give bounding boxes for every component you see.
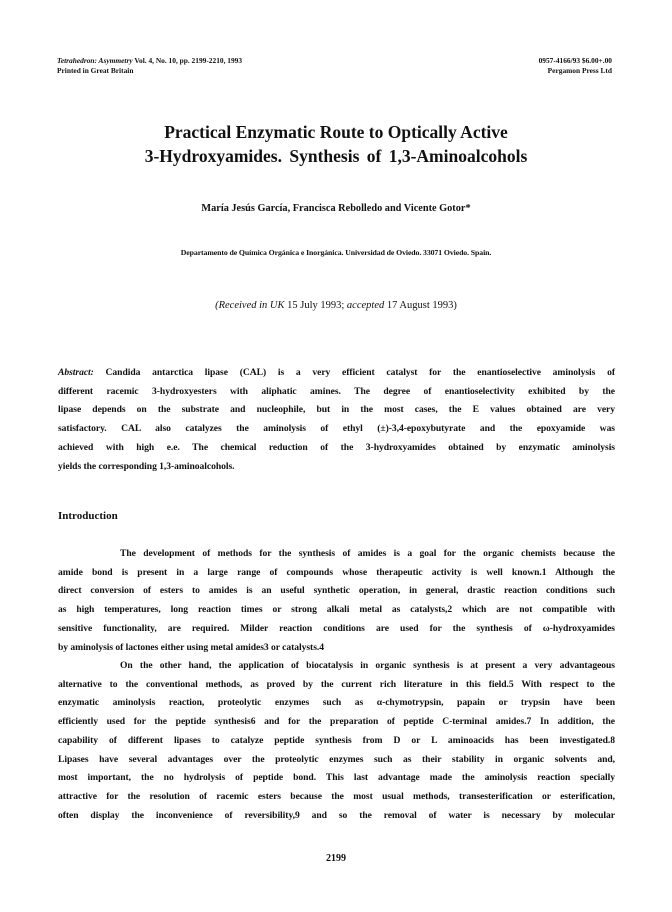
affiliation: Departamento de Química Orgánica e Inorgánica. Universidad de Oviedo. 33071 Oviedo. Spain. bbox=[180, 248, 492, 257]
paragraph-line: direct conversion of esters to amides is an useful synthetic operation, in general, drastic reaction conditions such bbox=[58, 585, 615, 597]
paragraph-line: efficiently used for the peptide synthesis6 and for the preparation of peptide C-terminal amides.7 In addition, the bbox=[58, 716, 615, 728]
intro-paragraph-2 bbox=[58, 657, 615, 825]
journal-name: Tetrahedron: Asymmetry bbox=[57, 56, 133, 65]
paper-title-line-1: Practical Enzymatic Route to Optically Active bbox=[164, 122, 508, 142]
received-date: 15 July 1993; bbox=[284, 300, 347, 311]
paragraph-line: enzymatic aminolysis reaction, proteolytic enzymes such as α-chymotrypsin, papain or trypsin have been bbox=[58, 697, 615, 709]
abstract-label: Abstract: bbox=[58, 367, 94, 378]
intro-paragraph-1 bbox=[58, 545, 615, 657]
paragraph-line: sensitive functionality, are required. Milder reaction conditions are used for the synthesis of ω-hydroxyamides bbox=[58, 622, 615, 634]
accepted-label: accepted bbox=[346, 300, 385, 311]
publisher: Pergamon Press Ltd bbox=[547, 66, 612, 75]
page-number: 2199 bbox=[326, 853, 346, 864]
journal-header-right bbox=[539, 56, 612, 76]
abstract bbox=[58, 364, 615, 476]
abstract-line: satisfactory. CAL also catalyzes the aminolysis of ethyl (±)-3,4-epoxybutyrate and the epoxyamide was bbox=[58, 423, 615, 435]
paragraph-line: most important, the no hydrolysis of peptide bond. This last advantage made the aminolysis reaction specially bbox=[58, 772, 615, 784]
paper-title-line-2: 3-Hydroxyamides. Synthesis of 1,3-Aminoalcohols bbox=[144, 146, 528, 166]
paragraph-line: alternative to the conventional methods, as proved by the current rich literature in this field.5 With respect to the bbox=[58, 678, 615, 690]
issn-code: 0957-4166/93 $6.00+.00 bbox=[538, 56, 612, 65]
printed-in: Printed in Great Britain bbox=[57, 66, 134, 75]
paragraph-line: as high temperatures, long reaction times or strong alkali metal as catalysts,2 which are not compatible with bbox=[58, 604, 615, 616]
received-dates bbox=[0, 300, 672, 311]
journal-citation: Vol. 4, No. 10, pp. 2199-2210, 1993 bbox=[132, 56, 243, 65]
abstract-line: different racemic 3-hydroxyesters with aliphatic amines. The degree of enantioselectivity exhibited by the bbox=[58, 385, 615, 397]
paragraph-line: attractive for the resolution of racemic esters because the most usual methods, transesterification or esterification, bbox=[58, 790, 615, 802]
paragraph-line: often display the inconvenience of reversibility,9 and so the removal of water is necessary by molecular bbox=[58, 809, 615, 821]
paragraph-line: Lipases have several advantages over the proteolytic enzymes such as their stability in organic solvents and, bbox=[58, 753, 615, 765]
received-label: (Received in UK bbox=[215, 300, 285, 311]
abstract-line: lipase depends on the substrate and nucleophile, but in the most cases, the E values obtained are very bbox=[58, 404, 615, 416]
abstract-line: Abstract: Candida antarctica lipase (CAL) is a very efficient catalyst for the enantioselective aminolysis of bbox=[58, 367, 615, 378]
abstract-line: yields the corresponding 1,3-aminoalcohols. bbox=[58, 460, 235, 472]
abstract-line: achieved with high e.e. The chemical reduction of the 3-hydroxyamides obtained by enzymatic aminolysis bbox=[58, 441, 615, 453]
paragraph-line: amide bond is present in a large range of compounds whose therapeutic activity is well known.1 Although the bbox=[58, 566, 615, 578]
author-list: María Jesús García, Francisca Rebolledo and Vicente Gotor* bbox=[201, 203, 471, 214]
paragraph-line: On the other hand, the application of biocatalysis in organic synthesis is at present a very advantageous bbox=[120, 660, 615, 671]
paragraph-line: capability of different lipases to catalyze peptide synthesis from D or L aminoacids has been investigated.8 bbox=[58, 734, 615, 746]
paragraph-line: by aminolysis of lactones either using metal amides3 or catalysts.4 bbox=[58, 641, 324, 653]
paragraph-line: The development of methods for the synthesis of amides is a goal for the organic chemists because the bbox=[120, 548, 615, 559]
accepted-date: 17 August 1993) bbox=[384, 300, 457, 311]
journal-header-left bbox=[57, 56, 242, 76]
section-heading-introduction: Introduction bbox=[58, 510, 118, 522]
